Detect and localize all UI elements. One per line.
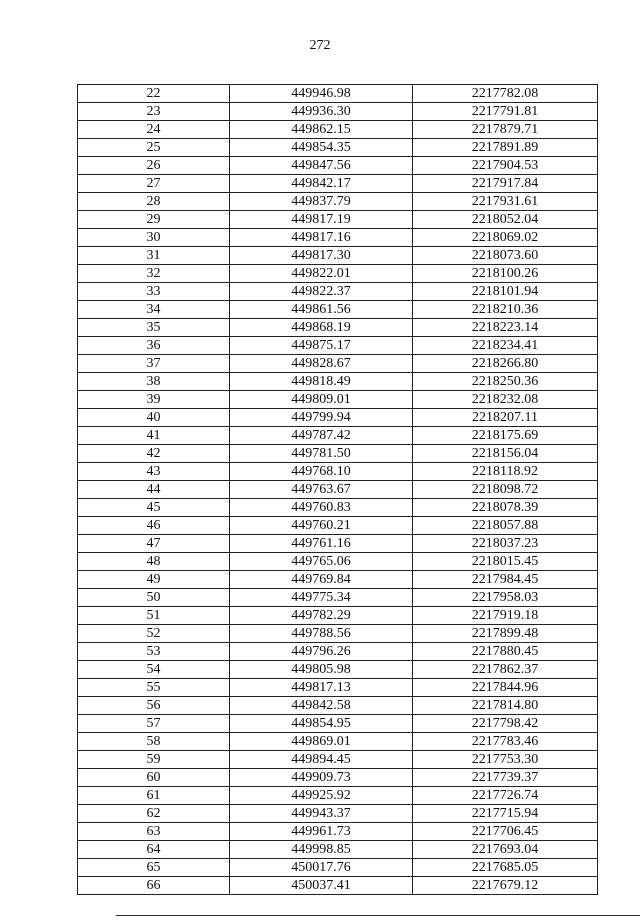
point-number-cell: 63: [78, 823, 230, 841]
point-number-cell: 25: [78, 139, 230, 157]
table-row: [78, 265, 598, 283]
y-coordinate-cell: 2218210.36: [413, 301, 598, 319]
y-coordinate-cell: 2217783.46: [413, 733, 598, 751]
y-coordinate-cell: 2217685.05: [413, 859, 598, 877]
table-row: [78, 445, 598, 463]
x-coordinate-cell: 449761.16: [230, 535, 413, 553]
x-coordinate-cell: 449842.17: [230, 175, 413, 193]
y-coordinate-cell: 2217706.45: [413, 823, 598, 841]
point-number-cell: 22: [78, 85, 230, 103]
point-number-cell: 46: [78, 517, 230, 535]
x-coordinate-cell: 449868.19: [230, 319, 413, 337]
y-coordinate-cell: 2218156.04: [413, 445, 598, 463]
x-coordinate-cell: 449760.83: [230, 499, 413, 517]
table-row: [78, 733, 598, 751]
y-coordinate-cell: 2217904.53: [413, 157, 598, 175]
point-number-cell: 47: [78, 535, 230, 553]
x-coordinate-cell: 449809.01: [230, 391, 413, 409]
table-row: [78, 427, 598, 445]
y-coordinate-cell: 2218250.36: [413, 373, 598, 391]
y-coordinate-cell: 2218037.23: [413, 535, 598, 553]
x-coordinate-cell: 449787.42: [230, 427, 413, 445]
table-row: [78, 193, 598, 211]
y-coordinate-cell: 2218118.92: [413, 463, 598, 481]
x-coordinate-cell: 449799.94: [230, 409, 413, 427]
point-number-cell: 50: [78, 589, 230, 607]
point-number-cell: 60: [78, 769, 230, 787]
table-row: [78, 625, 598, 643]
x-coordinate-cell: 449854.35: [230, 139, 413, 157]
point-number-cell: 43: [78, 463, 230, 481]
point-number-cell: 28: [78, 193, 230, 211]
x-coordinate-cell: 449925.92: [230, 787, 413, 805]
y-coordinate-cell: 2218098.72: [413, 481, 598, 499]
y-coordinate-cell: 2218234.41: [413, 337, 598, 355]
point-number-cell: 64: [78, 841, 230, 859]
point-number-cell: 37: [78, 355, 230, 373]
x-coordinate-cell: 449842.58: [230, 697, 413, 715]
y-coordinate-cell: 2218207.11: [413, 409, 598, 427]
x-coordinate-cell: 449763.67: [230, 481, 413, 499]
table-row: [78, 85, 598, 103]
x-coordinate-cell: 449822.01: [230, 265, 413, 283]
y-coordinate-cell: 2217679.12: [413, 877, 598, 895]
y-coordinate-cell: 2218100.26: [413, 265, 598, 283]
point-number-cell: 61: [78, 787, 230, 805]
y-coordinate-cell: 2218101.94: [413, 283, 598, 301]
table-row: [78, 499, 598, 517]
x-coordinate-cell: 449961.73: [230, 823, 413, 841]
y-coordinate-cell: 2218052.04: [413, 211, 598, 229]
point-number-cell: 35: [78, 319, 230, 337]
point-number-cell: 31: [78, 247, 230, 265]
table-row: [78, 769, 598, 787]
x-coordinate-cell: 449817.13: [230, 679, 413, 697]
y-coordinate-cell: 2217880.45: [413, 643, 598, 661]
y-coordinate-cell: 2218266.80: [413, 355, 598, 373]
point-number-cell: 57: [78, 715, 230, 733]
table-row: [78, 463, 598, 481]
y-coordinate-cell: 2217899.48: [413, 625, 598, 643]
x-coordinate-cell: 449894.45: [230, 751, 413, 769]
coordinates-table: [77, 84, 598, 895]
table-row: [78, 103, 598, 121]
point-number-cell: 26: [78, 157, 230, 175]
point-number-cell: 56: [78, 697, 230, 715]
x-coordinate-cell: 450017.76: [230, 859, 413, 877]
y-coordinate-cell: 2217919.18: [413, 607, 598, 625]
x-coordinate-cell: 449768.10: [230, 463, 413, 481]
x-coordinate-cell: 449946.98: [230, 85, 413, 103]
x-coordinate-cell: 449782.29: [230, 607, 413, 625]
x-coordinate-cell: 449760.21: [230, 517, 413, 535]
x-coordinate-cell: 449943.37: [230, 805, 413, 823]
x-coordinate-cell: 449769.84: [230, 571, 413, 589]
x-coordinate-cell: 449817.30: [230, 247, 413, 265]
table-row: [78, 697, 598, 715]
y-coordinate-cell: 2217891.89: [413, 139, 598, 157]
point-number-cell: 51: [78, 607, 230, 625]
x-coordinate-cell: 449998.85: [230, 841, 413, 859]
table-row: [78, 643, 598, 661]
y-coordinate-cell: 2217984.45: [413, 571, 598, 589]
y-coordinate-cell: 2217739.37: [413, 769, 598, 787]
x-coordinate-cell: 449875.17: [230, 337, 413, 355]
y-coordinate-cell: 2218232.08: [413, 391, 598, 409]
point-number-cell: 29: [78, 211, 230, 229]
point-number-cell: 66: [78, 877, 230, 895]
point-number-cell: 38: [78, 373, 230, 391]
table-row: [78, 877, 598, 895]
table-row: [78, 841, 598, 859]
y-coordinate-cell: 2217726.74: [413, 787, 598, 805]
table-row: [78, 535, 598, 553]
table-row: [78, 337, 598, 355]
point-number-cell: 49: [78, 571, 230, 589]
x-coordinate-cell: 449796.26: [230, 643, 413, 661]
point-number-cell: 33: [78, 283, 230, 301]
footer-rule: [116, 915, 640, 916]
y-coordinate-cell: 2218175.69: [413, 427, 598, 445]
x-coordinate-cell: 449936.30: [230, 103, 413, 121]
point-number-cell: 55: [78, 679, 230, 697]
y-coordinate-cell: 2218073.60: [413, 247, 598, 265]
x-coordinate-cell: 449862.15: [230, 121, 413, 139]
y-coordinate-cell: 2217753.30: [413, 751, 598, 769]
point-number-cell: 41: [78, 427, 230, 445]
x-coordinate-cell: 449817.16: [230, 229, 413, 247]
table-row: [78, 751, 598, 769]
table-row: [78, 301, 598, 319]
point-number-cell: 54: [78, 661, 230, 679]
table-row: [78, 589, 598, 607]
table-row: [78, 211, 598, 229]
point-number-cell: 24: [78, 121, 230, 139]
point-number-cell: 23: [78, 103, 230, 121]
point-number-cell: 32: [78, 265, 230, 283]
table-row: [78, 409, 598, 427]
x-coordinate-cell: 449775.34: [230, 589, 413, 607]
point-number-cell: 40: [78, 409, 230, 427]
table-row: [78, 391, 598, 409]
point-number-cell: 65: [78, 859, 230, 877]
point-number-cell: 30: [78, 229, 230, 247]
x-coordinate-cell: 449854.95: [230, 715, 413, 733]
point-number-cell: 59: [78, 751, 230, 769]
table-row: [78, 319, 598, 337]
x-coordinate-cell: 449805.98: [230, 661, 413, 679]
x-coordinate-cell: 450037.41: [230, 877, 413, 895]
y-coordinate-cell: 2217917.84: [413, 175, 598, 193]
y-coordinate-cell: 2217931.61: [413, 193, 598, 211]
y-coordinate-cell: 2218069.02: [413, 229, 598, 247]
y-coordinate-cell: 2218078.39: [413, 499, 598, 517]
y-coordinate-cell: 2217862.37: [413, 661, 598, 679]
table-row: [78, 247, 598, 265]
table-row: [78, 121, 598, 139]
table-row: [78, 715, 598, 733]
table-row: [78, 157, 598, 175]
point-number-cell: 36: [78, 337, 230, 355]
x-coordinate-cell: 449861.56: [230, 301, 413, 319]
table-row: [78, 859, 598, 877]
table-row: [78, 229, 598, 247]
table-row: [78, 607, 598, 625]
point-number-cell: 39: [78, 391, 230, 409]
point-number-cell: 58: [78, 733, 230, 751]
table-row: [78, 373, 598, 391]
x-coordinate-cell: 449837.79: [230, 193, 413, 211]
coordinates-table-body: [78, 85, 598, 895]
x-coordinate-cell: 449788.56: [230, 625, 413, 643]
y-coordinate-cell: 2218223.14: [413, 319, 598, 337]
x-coordinate-cell: 449909.73: [230, 769, 413, 787]
point-number-cell: 53: [78, 643, 230, 661]
table-row: [78, 283, 598, 301]
table-row: [78, 679, 598, 697]
y-coordinate-cell: 2217958.03: [413, 589, 598, 607]
table-row: [78, 553, 598, 571]
table-row: [78, 661, 598, 679]
y-coordinate-cell: 2217791.81: [413, 103, 598, 121]
y-coordinate-cell: 2217715.94: [413, 805, 598, 823]
x-coordinate-cell: 449822.37: [230, 283, 413, 301]
y-coordinate-cell: 2217693.04: [413, 841, 598, 859]
x-coordinate-cell: 449847.56: [230, 157, 413, 175]
x-coordinate-cell: 449828.67: [230, 355, 413, 373]
point-number-cell: 27: [78, 175, 230, 193]
x-coordinate-cell: 449817.19: [230, 211, 413, 229]
x-coordinate-cell: 449781.50: [230, 445, 413, 463]
y-coordinate-cell: 2217879.71: [413, 121, 598, 139]
point-number-cell: 44: [78, 481, 230, 499]
table-row: [78, 787, 598, 805]
table-row: [78, 175, 598, 193]
point-number-cell: 62: [78, 805, 230, 823]
y-coordinate-cell: 2217782.08: [413, 85, 598, 103]
y-coordinate-cell: 2217844.96: [413, 679, 598, 697]
x-coordinate-cell: 449869.01: [230, 733, 413, 751]
y-coordinate-cell: 2217814.80: [413, 697, 598, 715]
x-coordinate-cell: 449818.49: [230, 373, 413, 391]
x-coordinate-cell: 449765.06: [230, 553, 413, 571]
table-row: [78, 823, 598, 841]
page-number: 272: [309, 38, 331, 53]
point-number-cell: 42: [78, 445, 230, 463]
y-coordinate-cell: 2218015.45: [413, 553, 598, 571]
point-number-cell: 48: [78, 553, 230, 571]
table-row: [78, 805, 598, 823]
y-coordinate-cell: 2218057.88: [413, 517, 598, 535]
table-row: [78, 355, 598, 373]
point-number-cell: 34: [78, 301, 230, 319]
table-row: [78, 481, 598, 499]
point-number-cell: 45: [78, 499, 230, 517]
table-row: [78, 517, 598, 535]
y-coordinate-cell: 2217798.42: [413, 715, 598, 733]
table-row: [78, 571, 598, 589]
point-number-cell: 52: [78, 625, 230, 643]
table-row: [78, 139, 598, 157]
